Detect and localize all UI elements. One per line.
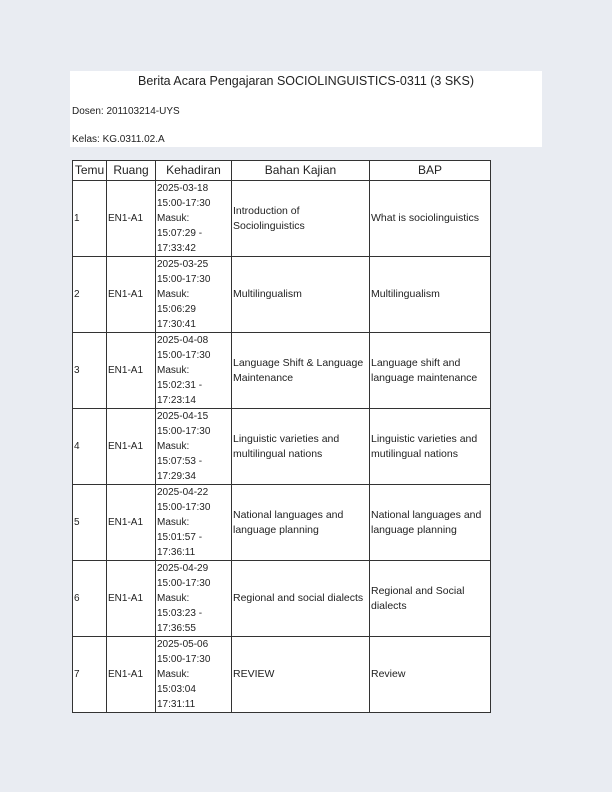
cell-temu: 4 (73, 409, 107, 485)
table-row (73, 257, 491, 333)
teaching-record-table (72, 160, 491, 713)
cell-ruang: EN1-A1 (107, 637, 156, 713)
cell-ruang: EN1-A1 (107, 409, 156, 485)
table-row (73, 409, 491, 485)
cell-kehadiran: 2025-04-29 15:00-17:30 Masuk: 15:03:23 - 17:36:55 (156, 561, 232, 637)
cell-kehadiran: 2025-04-08 15:00-17:30 Masuk: 15:02:31 - 17:23:14 (156, 333, 232, 409)
cell-bap: Linguistic varieties and mutilingual nations (370, 409, 491, 485)
page-title: Berita Acara Pengajaran SOCIOLINGUISTICS-0311 (3 SKS) (137, 74, 475, 88)
table-header-row (73, 161, 491, 181)
cell-temu: 5 (73, 485, 107, 561)
column-header-bahan-kajian: Bahan Kajian (232, 161, 370, 181)
table-row (73, 333, 491, 409)
cell-bahan-kajian: Introduction of Sociolinguistics (232, 181, 370, 257)
cell-bap: Regional and Social dialects (370, 561, 491, 637)
document-header (70, 71, 542, 147)
table-row (73, 181, 491, 257)
cell-bahan-kajian: Language Shift & Language Maintenance (232, 333, 370, 409)
cell-bap: Multilingualism (370, 257, 491, 333)
cell-ruang: EN1-A1 (107, 561, 156, 637)
column-header-bap: BAP (370, 161, 491, 181)
cell-kehadiran: 2025-04-22 15:00-17:30 Masuk: 15:01:57 - 17:36:11 (156, 485, 232, 561)
cell-temu: 1 (73, 181, 107, 257)
cell-bahan-kajian: REVIEW (232, 637, 370, 713)
cell-kehadiran: 2025-05-06 15:00-17:30 Masuk: 15:03:04 17:31:11 (156, 637, 232, 713)
column-header-temu: Temu (73, 161, 107, 181)
table-row (73, 637, 491, 713)
cell-ruang: EN1-A1 (107, 485, 156, 561)
cell-bahan-kajian: Multilingualism (232, 257, 370, 333)
cell-ruang: EN1-A1 (107, 181, 156, 257)
column-header-ruang: Ruang (107, 161, 156, 181)
cell-bahan-kajian: Regional and social dialects (232, 561, 370, 637)
cell-kehadiran: 2025-03-18 15:00-17:30 Masuk: 15:07:29 - 17:33:42 (156, 181, 232, 257)
table-row (73, 485, 491, 561)
cell-temu: 3 (73, 333, 107, 409)
cell-temu: 6 (73, 561, 107, 637)
cell-bap: What is sociolinguistics (370, 181, 491, 257)
cell-kehadiran: 2025-04-15 15:00-17:30 Masuk: 15:07:53 - 17:29:34 (156, 409, 232, 485)
cell-temu: 2 (73, 257, 107, 333)
cell-bap: Language shift and language maintenance (370, 333, 491, 409)
cell-bap: Review (370, 637, 491, 713)
cell-ruang: EN1-A1 (107, 333, 156, 409)
cell-ruang: EN1-A1 (107, 257, 156, 333)
cell-bap: National languages and language planning (370, 485, 491, 561)
class-info: Kelas: KG.0311.02.A (72, 134, 165, 145)
cell-bahan-kajian: National languages and language planning (232, 485, 370, 561)
column-header-kehadiran: Kehadiran (156, 161, 232, 181)
cell-temu: 7 (73, 637, 107, 713)
cell-bahan-kajian: Linguistic varieties and multilingual nations (232, 409, 370, 485)
cell-kehadiran: 2025-03-25 15:00-17:30 Masuk: 15:06:29 17:30:41 (156, 257, 232, 333)
lecturer-info: Dosen: 201103214-UYS (72, 106, 180, 117)
table-row (73, 561, 491, 637)
